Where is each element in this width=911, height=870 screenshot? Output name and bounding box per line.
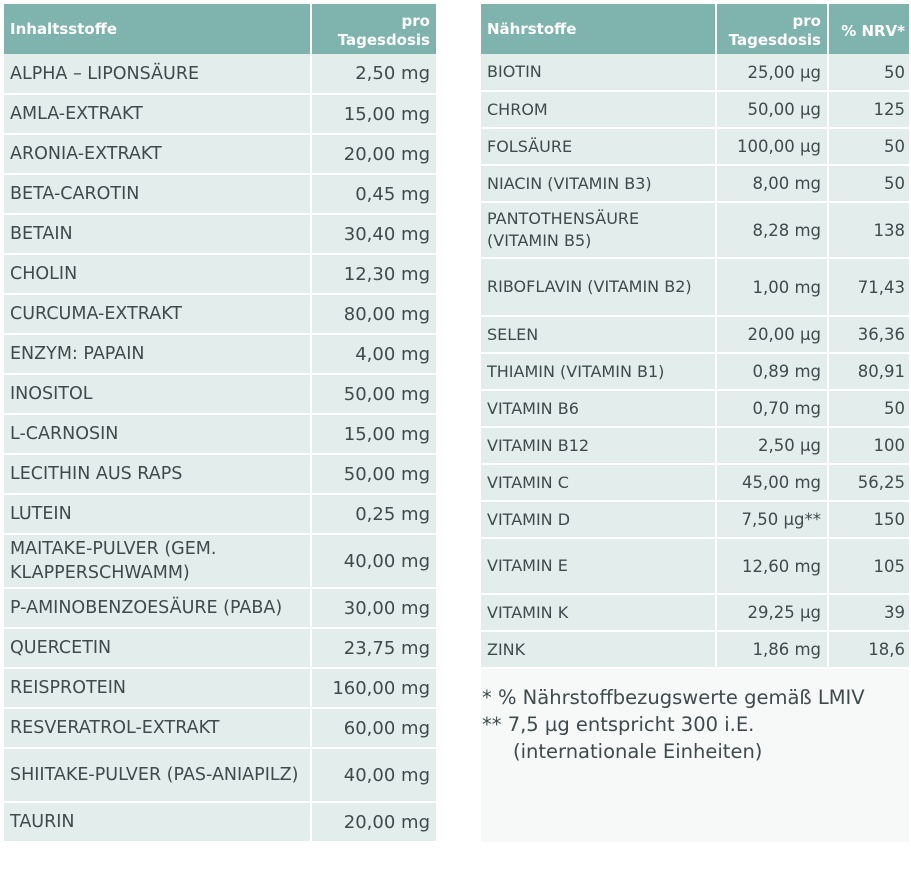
nutrient-dose: 29,25 µg bbox=[716, 594, 828, 631]
nutrient-nrv: 100 bbox=[828, 427, 909, 464]
ingredient-name: CHOLIN bbox=[4, 254, 311, 294]
nutrient-dose: 2,50 µg bbox=[716, 427, 828, 464]
ingredient-row bbox=[4, 748, 436, 802]
ingredient-dose: 60,00 mg bbox=[311, 708, 436, 748]
nrv-column-header: % NRV* bbox=[828, 4, 909, 54]
nutrient-row bbox=[481, 538, 909, 594]
nutrient-nrv: 138 bbox=[828, 202, 909, 258]
ingredient-name: ARONIA-EXTRAKT bbox=[4, 134, 311, 174]
ingredient-row bbox=[4, 254, 436, 294]
nutrient-nrv: 18,6 bbox=[828, 631, 909, 668]
nutrient-row bbox=[481, 54, 909, 91]
footnotes bbox=[482, 684, 910, 765]
ingredient-name: MAITAKE-PULVER (GEM. KLAPPERSCHWAMM) bbox=[4, 534, 311, 588]
ingredient-dose: 80,00 mg bbox=[311, 294, 436, 334]
nutrient-row bbox=[481, 128, 909, 165]
nutrient-name: CHROM bbox=[481, 91, 716, 128]
ingredient-dose: 0,45 mg bbox=[311, 174, 436, 214]
ingredient-name: SHIITAKE-PULVER (PAS-ANIAPILZ) bbox=[4, 748, 311, 802]
dose-header-line2: Tagesdosis bbox=[337, 31, 430, 49]
ingredient-name: CURCUMA-EXTRAKT bbox=[4, 294, 311, 334]
ingredient-dose: 23,75 mg bbox=[311, 628, 436, 668]
ingredient-name: ALPHA – LIPONSÄURE bbox=[4, 54, 311, 94]
nutrient-row bbox=[481, 427, 909, 464]
ingredient-name: REISPROTEIN bbox=[4, 668, 311, 708]
ingredients-table bbox=[4, 4, 436, 843]
nutrient-name: BIOTIN bbox=[481, 54, 716, 91]
nutrient-name: VITAMIN B6 bbox=[481, 390, 716, 427]
ingredient-row bbox=[4, 628, 436, 668]
ingredients-header-row bbox=[4, 4, 436, 54]
nutrient-name: NIACIN (VITAMIN B3) bbox=[481, 165, 716, 202]
nutrient-nrv: 125 bbox=[828, 91, 909, 128]
nutrient-dose: 50,00 µg bbox=[716, 91, 828, 128]
nutrient-dose: 0,89 mg bbox=[716, 353, 828, 390]
nutrient-row bbox=[481, 202, 909, 258]
nutrient-row bbox=[481, 91, 909, 128]
ingredient-name: L-CARNOSIN bbox=[4, 414, 311, 454]
ingredient-row bbox=[4, 668, 436, 708]
nutrient-name: SELEN bbox=[481, 316, 716, 353]
ingredient-row bbox=[4, 174, 436, 214]
ingredient-row bbox=[4, 454, 436, 494]
nutrient-dose: 45,00 mg bbox=[716, 464, 828, 501]
ingredient-name: P-AMINOBENZOESÄURE (PABA) bbox=[4, 588, 311, 628]
nutrient-name: VITAMIN E bbox=[481, 538, 716, 594]
ingredient-name: BETA-CAROTIN bbox=[4, 174, 311, 214]
ingredient-name: BETAIN bbox=[4, 214, 311, 254]
footnote-vitamin-d bbox=[482, 711, 910, 765]
ingredient-row bbox=[4, 414, 436, 454]
ingredient-row bbox=[4, 214, 436, 254]
ingredient-name: TAURIN bbox=[4, 802, 311, 842]
ingredient-name: INOSITOL bbox=[4, 374, 311, 414]
ingredient-row bbox=[4, 802, 436, 842]
ingredient-dose: 160,00 mg bbox=[311, 668, 436, 708]
ingredient-dose: 15,00 mg bbox=[311, 414, 436, 454]
nutrients-body bbox=[481, 54, 909, 668]
ingredients-column-header: Inhaltsstoffe bbox=[4, 4, 311, 54]
nutrient-nrv: 50 bbox=[828, 54, 909, 91]
dose-column-header bbox=[716, 4, 828, 54]
nutrient-dose: 0,70 mg bbox=[716, 390, 828, 427]
footnote-vitamin-d-line2: (internationale Einheiten) bbox=[513, 740, 763, 763]
nutrient-row bbox=[481, 631, 909, 668]
nutrient-name: VITAMIN C bbox=[481, 464, 716, 501]
ingredients-body bbox=[4, 54, 436, 842]
dose-header-line2: Tagesdosis bbox=[728, 31, 821, 49]
nutrient-row bbox=[481, 464, 909, 501]
dose-header-line1: pro bbox=[401, 12, 430, 30]
ingredient-row bbox=[4, 534, 436, 588]
nutrient-nrv: 80,91 bbox=[828, 353, 909, 390]
ingredient-row bbox=[4, 294, 436, 334]
nutrient-dose: 12,60 mg bbox=[716, 538, 828, 594]
nutrient-name: FOLSÄURE bbox=[481, 128, 716, 165]
nutrient-row bbox=[481, 353, 909, 390]
dose-column-header bbox=[311, 4, 436, 54]
nutrient-nrv: 50 bbox=[828, 390, 909, 427]
nutrient-name: RIBOFLAVIN (VITAMIN B2) bbox=[481, 258, 716, 316]
nutrients-header-row bbox=[481, 4, 909, 54]
ingredient-row bbox=[4, 94, 436, 134]
ingredient-name: QUERCETIN bbox=[4, 628, 311, 668]
ingredient-row bbox=[4, 374, 436, 414]
nutrient-nrv: 50 bbox=[828, 128, 909, 165]
nutrient-row bbox=[481, 594, 909, 631]
nutrient-dose: 8,00 mg bbox=[716, 165, 828, 202]
ingredient-row bbox=[4, 334, 436, 374]
ingredient-dose: 40,00 mg bbox=[311, 748, 436, 802]
nutrient-nrv: 50 bbox=[828, 165, 909, 202]
ingredient-name: LECITHIN AUS RAPS bbox=[4, 454, 311, 494]
ingredient-dose: 20,00 mg bbox=[311, 134, 436, 174]
ingredient-dose: 20,00 mg bbox=[311, 802, 436, 842]
ingredient-row bbox=[4, 708, 436, 748]
nutrient-name: VITAMIN B12 bbox=[481, 427, 716, 464]
dose-header-line1: pro bbox=[792, 12, 821, 30]
ingredient-dose: 30,00 mg bbox=[311, 588, 436, 628]
ingredients-table-panel bbox=[4, 4, 436, 843]
nutrient-nrv: 39 bbox=[828, 594, 909, 631]
ingredient-name: LUTEIN bbox=[4, 494, 311, 534]
ingredient-dose: 30,40 mg bbox=[311, 214, 436, 254]
nutrients-table bbox=[481, 4, 909, 669]
nutrient-row bbox=[481, 165, 909, 202]
ingredient-row bbox=[4, 54, 436, 94]
ingredient-row bbox=[4, 494, 436, 534]
ingredient-dose: 12,30 mg bbox=[311, 254, 436, 294]
ingredient-dose: 4,00 mg bbox=[311, 334, 436, 374]
ingredient-row bbox=[4, 134, 436, 174]
nutrient-nrv: 105 bbox=[828, 538, 909, 594]
nutrient-nrv: 36,36 bbox=[828, 316, 909, 353]
nutrient-dose: 1,86 mg bbox=[716, 631, 828, 668]
nutrient-row bbox=[481, 258, 909, 316]
nutrient-row bbox=[481, 501, 909, 538]
nutrient-dose: 8,28 mg bbox=[716, 202, 828, 258]
ingredient-name: AMLA-EXTRAKT bbox=[4, 94, 311, 134]
nutrient-row bbox=[481, 316, 909, 353]
ingredient-name: RESVERATROL-EXTRAKT bbox=[4, 708, 311, 748]
footnote-nrv: * % Nährstoffbezugswerte gemäß LMIV bbox=[482, 686, 865, 709]
nutrient-nrv: 71,43 bbox=[828, 258, 909, 316]
nutrient-name: ZINK bbox=[481, 631, 716, 668]
nutrient-name: THIAMIN (VITAMIN B1) bbox=[481, 353, 716, 390]
nutrient-nrv: 56,25 bbox=[828, 464, 909, 501]
nutrient-name: VITAMIN D bbox=[481, 501, 716, 538]
nutrient-dose: 25,00 µg bbox=[716, 54, 828, 91]
ingredient-dose: 2,50 mg bbox=[311, 54, 436, 94]
nutrient-name: VITAMIN K bbox=[481, 594, 716, 631]
nutrient-dose: 100,00 µg bbox=[716, 128, 828, 165]
nutrients-column-header: Nährstoffe bbox=[481, 4, 716, 54]
nutrient-dose: 20,00 µg bbox=[716, 316, 828, 353]
nutrient-nrv: 150 bbox=[828, 501, 909, 538]
nutrient-dose: 1,00 mg bbox=[716, 258, 828, 316]
ingredient-name: ENZYM: PAPAIN bbox=[4, 334, 311, 374]
ingredient-dose: 50,00 mg bbox=[311, 374, 436, 414]
ingredient-dose: 40,00 mg bbox=[311, 534, 436, 588]
ingredient-dose: 0,25 mg bbox=[311, 494, 436, 534]
nutrient-dose: 7,50 µg** bbox=[716, 501, 828, 538]
nutrient-name: PANTOTHENSÄURE (VITAMIN B5) bbox=[481, 202, 716, 258]
ingredient-dose: 50,00 mg bbox=[311, 454, 436, 494]
ingredient-dose: 15,00 mg bbox=[311, 94, 436, 134]
footnote-vitamin-d-line1: ** 7,5 µg entspricht 300 i.E. bbox=[482, 713, 755, 736]
nutrient-row bbox=[481, 390, 909, 427]
ingredient-row bbox=[4, 588, 436, 628]
